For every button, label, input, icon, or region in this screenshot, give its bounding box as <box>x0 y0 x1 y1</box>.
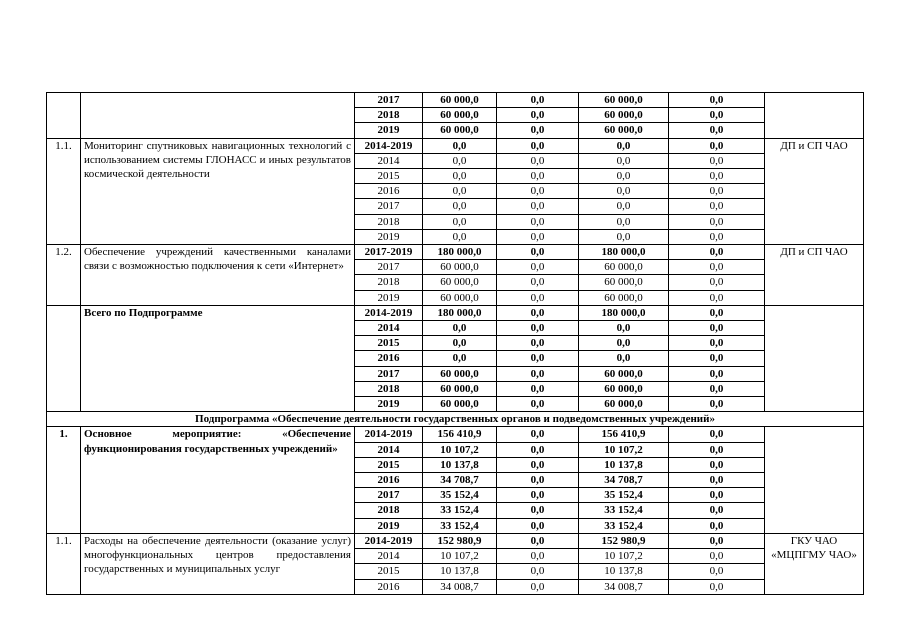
regional-amount-cell: 33 152,4 <box>579 518 669 533</box>
other-amount-cell: 0,0 <box>669 457 765 472</box>
total-amount-cell: 60 000,0 <box>423 260 497 275</box>
other-amount-cell: 0,0 <box>669 214 765 229</box>
period-cell: 2018 <box>355 108 423 123</box>
federal-amount-cell: 0,0 <box>497 473 579 488</box>
regional-amount-cell: 60 000,0 <box>579 397 669 412</box>
federal-amount-cell: 0,0 <box>497 427 579 442</box>
total-amount-cell: 0,0 <box>423 321 497 336</box>
federal-amount-cell: 0,0 <box>497 123 579 138</box>
federal-amount-cell: 0,0 <box>497 503 579 518</box>
other-amount-cell: 0,0 <box>669 199 765 214</box>
regional-amount-cell: 10 137,8 <box>579 564 669 579</box>
other-amount-cell: 0,0 <box>669 260 765 275</box>
total-amount-cell: 0,0 <box>423 214 497 229</box>
regional-amount-cell: 0,0 <box>579 138 669 153</box>
period-cell: 2014-2019 <box>355 533 423 548</box>
federal-amount-cell: 0,0 <box>497 336 579 351</box>
table-row <box>47 93 864 108</box>
other-amount-cell: 0,0 <box>669 245 765 260</box>
total-amount-cell: 33 152,4 <box>423 503 497 518</box>
period-cell: 2018 <box>355 381 423 396</box>
regional-amount-cell: 60 000,0 <box>579 93 669 108</box>
item-number: 1.1. <box>47 533 81 594</box>
item-number <box>47 305 81 411</box>
federal-amount-cell: 0,0 <box>497 290 579 305</box>
other-amount-cell: 0,0 <box>669 533 765 548</box>
period-cell: 2017 <box>355 260 423 275</box>
other-amount-cell: 0,0 <box>669 549 765 564</box>
total-amount-cell: 0,0 <box>423 336 497 351</box>
table-row <box>47 427 864 442</box>
regional-amount-cell: 60 000,0 <box>579 123 669 138</box>
other-amount-cell: 0,0 <box>669 169 765 184</box>
other-amount-cell: 0,0 <box>669 473 765 488</box>
period-cell: 2017 <box>355 366 423 381</box>
regional-amount-cell: 0,0 <box>579 229 669 244</box>
federal-amount-cell: 0,0 <box>497 457 579 472</box>
period-cell: 2014 <box>355 549 423 564</box>
period-cell: 2014 <box>355 321 423 336</box>
total-amount-cell: 156 410,9 <box>423 427 497 442</box>
item-number: 1. <box>47 427 81 533</box>
other-amount-cell: 0,0 <box>669 397 765 412</box>
period-cell: 2016 <box>355 473 423 488</box>
total-amount-cell: 60 000,0 <box>423 123 497 138</box>
responsible-executor: ГКУ ЧАО «МЦПГМУ ЧАО» <box>765 533 864 594</box>
federal-amount-cell: 0,0 <box>497 229 579 244</box>
period-cell: 2019 <box>355 518 423 533</box>
other-amount-cell: 0,0 <box>669 153 765 168</box>
other-amount-cell: 0,0 <box>669 229 765 244</box>
budget-table <box>46 92 864 595</box>
regional-amount-cell: 60 000,0 <box>579 366 669 381</box>
total-amount-cell: 0,0 <box>423 153 497 168</box>
federal-amount-cell: 0,0 <box>497 169 579 184</box>
period-cell: 2017-2019 <box>355 245 423 260</box>
federal-amount-cell: 0,0 <box>497 93 579 108</box>
federal-amount-cell: 0,0 <box>497 488 579 503</box>
period-cell: 2015 <box>355 169 423 184</box>
regional-amount-cell: 0,0 <box>579 184 669 199</box>
period-cell: 2018 <box>355 275 423 290</box>
item-description: Всего по Подпрограмме <box>81 305 355 411</box>
federal-amount-cell: 0,0 <box>497 549 579 564</box>
federal-amount-cell: 0,0 <box>497 214 579 229</box>
other-amount-cell: 0,0 <box>669 503 765 518</box>
regional-amount-cell: 60 000,0 <box>579 108 669 123</box>
federal-amount-cell: 0,0 <box>497 366 579 381</box>
total-amount-cell: 60 000,0 <box>423 397 497 412</box>
period-cell: 2018 <box>355 503 423 518</box>
other-amount-cell: 0,0 <box>669 184 765 199</box>
responsible-executor <box>765 427 864 533</box>
total-amount-cell: 0,0 <box>423 169 497 184</box>
total-amount-cell: 0,0 <box>423 138 497 153</box>
other-amount-cell: 0,0 <box>669 93 765 108</box>
table-row <box>47 138 864 153</box>
period-cell: 2014-2019 <box>355 138 423 153</box>
period-cell: 2017 <box>355 199 423 214</box>
regional-amount-cell: 152 980,9 <box>579 533 669 548</box>
total-amount-cell: 0,0 <box>423 199 497 214</box>
other-amount-cell: 0,0 <box>669 564 765 579</box>
period-cell: 2019 <box>355 290 423 305</box>
regional-amount-cell: 10 137,8 <box>579 457 669 472</box>
period-cell: 2015 <box>355 336 423 351</box>
total-amount-cell: 60 000,0 <box>423 108 497 123</box>
period-cell: 2015 <box>355 564 423 579</box>
total-amount-cell: 180 000,0 <box>423 305 497 320</box>
period-cell: 2014-2019 <box>355 305 423 320</box>
total-amount-cell: 60 000,0 <box>423 275 497 290</box>
period-cell: 2014 <box>355 153 423 168</box>
federal-amount-cell: 0,0 <box>497 381 579 396</box>
period-cell: 2018 <box>355 214 423 229</box>
table-row <box>47 245 864 260</box>
total-amount-cell: 60 000,0 <box>423 290 497 305</box>
federal-amount-cell: 0,0 <box>497 351 579 366</box>
total-amount-cell: 60 000,0 <box>423 381 497 396</box>
other-amount-cell: 0,0 <box>669 336 765 351</box>
other-amount-cell: 0,0 <box>669 138 765 153</box>
other-amount-cell: 0,0 <box>669 305 765 320</box>
federal-amount-cell: 0,0 <box>497 138 579 153</box>
item-description: Основное мероприятие: «Обеспечение функционирования государственных учреждений» <box>81 427 355 533</box>
responsible-executor <box>765 305 864 411</box>
total-amount-cell: 0,0 <box>423 184 497 199</box>
regional-amount-cell: 0,0 <box>579 169 669 184</box>
federal-amount-cell: 0,0 <box>497 153 579 168</box>
total-amount-cell: 60 000,0 <box>423 366 497 381</box>
federal-amount-cell: 0,0 <box>497 275 579 290</box>
regional-amount-cell: 60 000,0 <box>579 275 669 290</box>
regional-amount-cell: 60 000,0 <box>579 381 669 396</box>
total-amount-cell: 33 152,4 <box>423 518 497 533</box>
total-amount-cell: 35 152,4 <box>423 488 497 503</box>
item-description: Мониторинг спутниковых навигационных технологий с использованием системы ГЛОНАСС и иных результатов космической деятельности <box>81 138 355 244</box>
federal-amount-cell: 0,0 <box>497 108 579 123</box>
regional-amount-cell: 60 000,0 <box>579 260 669 275</box>
item-number <box>47 93 81 139</box>
regional-amount-cell: 0,0 <box>579 321 669 336</box>
federal-amount-cell: 0,0 <box>497 533 579 548</box>
responsible-executor: ДП и СП ЧАО <box>765 245 864 306</box>
subprogram-header-row <box>47 412 864 427</box>
table-row <box>47 533 864 548</box>
total-amount-cell: 152 980,9 <box>423 533 497 548</box>
federal-amount-cell: 0,0 <box>497 260 579 275</box>
period-cell: 2014 <box>355 442 423 457</box>
federal-amount-cell: 0,0 <box>497 518 579 533</box>
period-cell: 2015 <box>355 457 423 472</box>
other-amount-cell: 0,0 <box>669 321 765 336</box>
regional-amount-cell: 0,0 <box>579 336 669 351</box>
period-cell: 2019 <box>355 229 423 244</box>
regional-amount-cell: 35 152,4 <box>579 488 669 503</box>
federal-amount-cell: 0,0 <box>497 564 579 579</box>
other-amount-cell: 0,0 <box>669 366 765 381</box>
other-amount-cell: 0,0 <box>669 290 765 305</box>
item-description: Обеспечение учреждений качественными каналами связи с возможностью подключения к сети «Интернет» <box>81 245 355 306</box>
federal-amount-cell: 0,0 <box>497 245 579 260</box>
federal-amount-cell: 0,0 <box>497 305 579 320</box>
total-amount-cell: 0,0 <box>423 351 497 366</box>
other-amount-cell: 0,0 <box>669 351 765 366</box>
federal-amount-cell: 0,0 <box>497 579 579 594</box>
responsible-executor: ДП и СП ЧАО <box>765 138 864 244</box>
regional-amount-cell: 34 008,7 <box>579 579 669 594</box>
total-amount-cell: 10 107,2 <box>423 442 497 457</box>
total-amount-cell: 10 137,8 <box>423 564 497 579</box>
regional-amount-cell: 10 107,2 <box>579 442 669 457</box>
regional-amount-cell: 60 000,0 <box>579 290 669 305</box>
other-amount-cell: 0,0 <box>669 579 765 594</box>
total-amount-cell: 0,0 <box>423 229 497 244</box>
total-amount-cell: 180 000,0 <box>423 245 497 260</box>
other-amount-cell: 0,0 <box>669 275 765 290</box>
total-amount-cell: 60 000,0 <box>423 93 497 108</box>
item-description <box>81 93 355 139</box>
regional-amount-cell: 180 000,0 <box>579 245 669 260</box>
regional-amount-cell: 0,0 <box>579 199 669 214</box>
other-amount-cell: 0,0 <box>669 518 765 533</box>
subprogram-title: Подпрограмма «Обеспечение деятельности государственных органов и подведомственных учреждений» <box>47 412 864 427</box>
period-cell: 2014-2019 <box>355 427 423 442</box>
federal-amount-cell: 0,0 <box>497 184 579 199</box>
period-cell: 2017 <box>355 488 423 503</box>
period-cell: 2019 <box>355 397 423 412</box>
period-cell: 2017 <box>355 93 423 108</box>
total-amount-cell: 10 107,2 <box>423 549 497 564</box>
total-amount-cell: 10 137,8 <box>423 457 497 472</box>
federal-amount-cell: 0,0 <box>497 397 579 412</box>
total-amount-cell: 34 008,7 <box>423 579 497 594</box>
item-description: Расходы на обеспечение деятельности (оказание услуг) многофункциональных центров предоставления государственных и муниципальных услуг <box>81 533 355 594</box>
regional-amount-cell: 180 000,0 <box>579 305 669 320</box>
other-amount-cell: 0,0 <box>669 442 765 457</box>
other-amount-cell: 0,0 <box>669 488 765 503</box>
total-amount-cell: 34 708,7 <box>423 473 497 488</box>
regional-amount-cell: 33 152,4 <box>579 503 669 518</box>
item-number: 1.1. <box>47 138 81 244</box>
table-body <box>47 93 864 595</box>
regional-amount-cell: 0,0 <box>579 153 669 168</box>
regional-amount-cell: 0,0 <box>579 214 669 229</box>
item-number: 1.2. <box>47 245 81 306</box>
other-amount-cell: 0,0 <box>669 123 765 138</box>
federal-amount-cell: 0,0 <box>497 442 579 457</box>
period-cell: 2016 <box>355 579 423 594</box>
regional-amount-cell: 156 410,9 <box>579 427 669 442</box>
other-amount-cell: 0,0 <box>669 108 765 123</box>
regional-amount-cell: 34 708,7 <box>579 473 669 488</box>
period-cell: 2016 <box>355 184 423 199</box>
period-cell: 2016 <box>355 351 423 366</box>
period-cell: 2019 <box>355 123 423 138</box>
federal-amount-cell: 0,0 <box>497 321 579 336</box>
other-amount-cell: 0,0 <box>669 427 765 442</box>
regional-amount-cell: 10 107,2 <box>579 549 669 564</box>
regional-amount-cell: 0,0 <box>579 351 669 366</box>
federal-amount-cell: 0,0 <box>497 199 579 214</box>
responsible-executor <box>765 93 864 139</box>
table-row <box>47 305 864 320</box>
other-amount-cell: 0,0 <box>669 381 765 396</box>
